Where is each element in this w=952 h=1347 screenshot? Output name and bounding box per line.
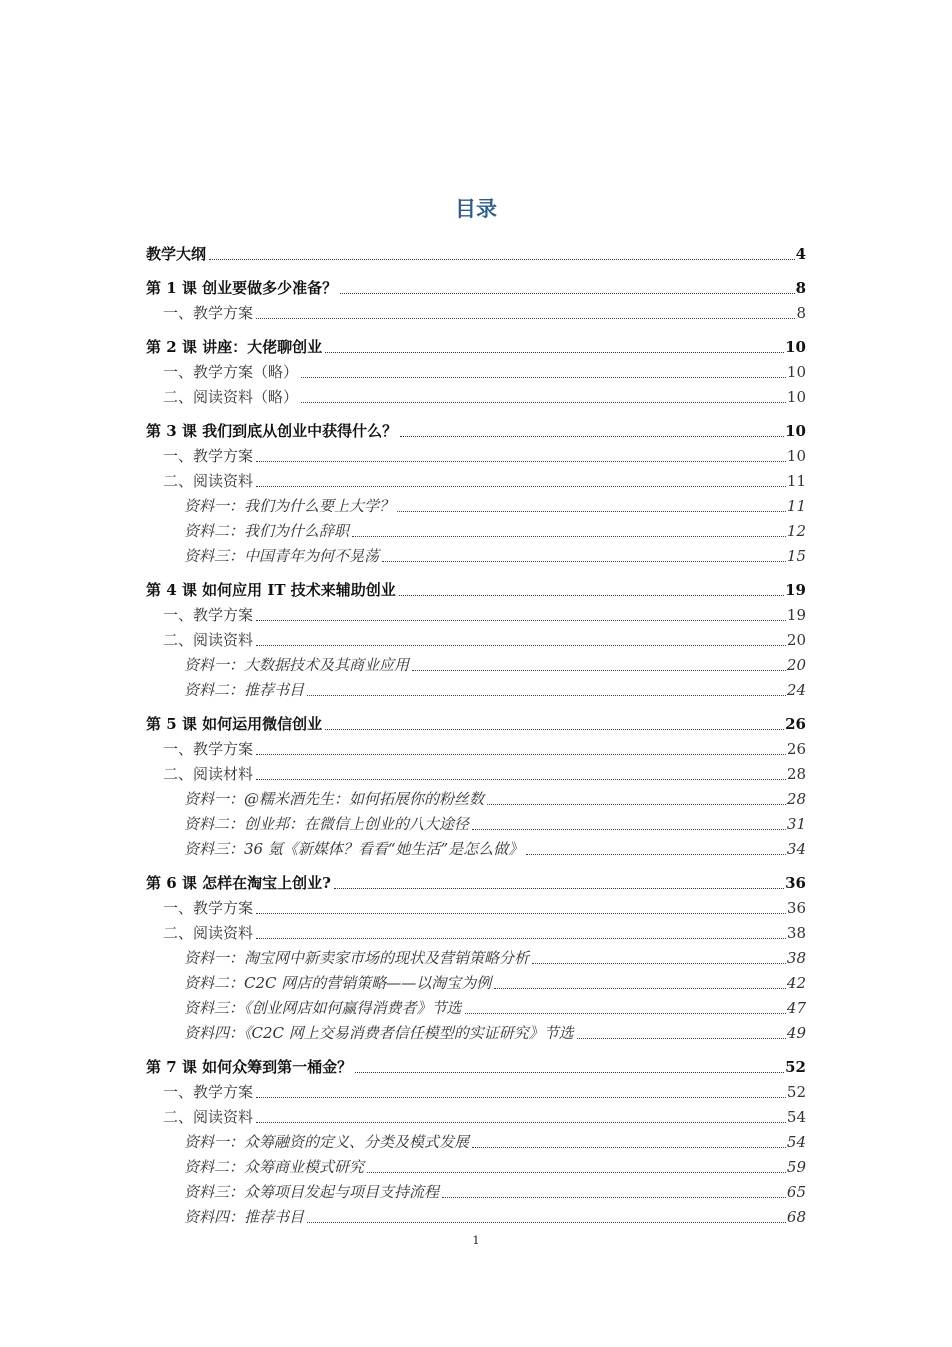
toc-entry-level-2[interactable] bbox=[146, 469, 806, 494]
dot-leader bbox=[472, 828, 786, 830]
toc-entry-label: 资料二：众筹商业模式研究 bbox=[184, 1158, 365, 1176]
toc-entry-level-3[interactable] bbox=[146, 1021, 806, 1046]
dot-leader bbox=[256, 912, 786, 914]
dot-leader bbox=[340, 292, 794, 294]
toc-entry-page: 11 bbox=[786, 497, 806, 515]
toc-entry-page: 54 bbox=[786, 1108, 806, 1126]
toc-entry-level-2[interactable] bbox=[146, 762, 806, 787]
toc-entry-page: 34 bbox=[786, 840, 806, 858]
toc-entry-label: 二、阅读资料（略） bbox=[163, 388, 299, 406]
toc-entry-page: 38 bbox=[786, 949, 806, 967]
toc-entry-label: 资料三：《创业网店如何赢得消费者》节选 bbox=[184, 999, 462, 1017]
toc-list bbox=[146, 242, 806, 1230]
toc-entry-label: 资料二：创业邦：在微信上创业的八大途径 bbox=[184, 815, 470, 833]
dot-leader bbox=[442, 1196, 786, 1198]
dot-leader bbox=[382, 560, 786, 562]
dot-leader bbox=[367, 1171, 786, 1173]
toc-entry-level-2[interactable] bbox=[146, 896, 806, 921]
dot-leader bbox=[352, 535, 786, 537]
toc-entry-label: 一、教学方案 bbox=[163, 740, 254, 758]
dot-leader bbox=[577, 1037, 786, 1039]
dot-leader bbox=[307, 694, 786, 696]
toc-entry-level-3[interactable] bbox=[146, 971, 806, 996]
dot-leader bbox=[256, 1096, 786, 1098]
toc-entry-label: 第 3 课 我们到底从创业中获得什么？ bbox=[146, 422, 398, 440]
dot-leader bbox=[256, 619, 786, 621]
toc-entry-label: 资料三：众筹项目发起与项目支持流程 bbox=[184, 1183, 440, 1201]
dot-leader bbox=[307, 1221, 786, 1223]
toc-entry-level-1[interactable] bbox=[146, 712, 806, 737]
dot-leader bbox=[256, 644, 786, 646]
dot-leader bbox=[256, 460, 786, 462]
toc-entry-page: 24 bbox=[786, 681, 806, 699]
toc-entry-label: 一、教学方案 bbox=[163, 606, 254, 624]
toc-entry-level-3[interactable] bbox=[146, 678, 806, 703]
toc-entry-page: 28 bbox=[786, 790, 806, 808]
dot-leader bbox=[325, 351, 784, 353]
toc-entry-page: 31 bbox=[786, 815, 806, 833]
toc-entry-page: 10 bbox=[786, 363, 806, 381]
dot-leader bbox=[325, 728, 784, 730]
toc-entry-page: 10 bbox=[785, 422, 806, 440]
toc-entry-level-1[interactable] bbox=[146, 335, 806, 360]
toc-entry-level-3[interactable] bbox=[146, 787, 806, 812]
toc-entry-level-3[interactable] bbox=[146, 1180, 806, 1205]
toc-entry-page: 52 bbox=[786, 1083, 806, 1101]
toc-entry-label: 一、教学方案 bbox=[163, 304, 254, 322]
toc-entry-level-2[interactable] bbox=[146, 301, 806, 326]
toc-entry-label: 资料一：众筹融资的定义、分类及模式发展 bbox=[184, 1133, 470, 1151]
toc-entry-level-3[interactable] bbox=[146, 1205, 806, 1230]
toc-entry-level-3[interactable] bbox=[146, 1130, 806, 1155]
dot-leader bbox=[400, 435, 784, 437]
toc-entry-page: 49 bbox=[786, 1024, 806, 1042]
toc-entry-label: 第 7 课 如何众筹到第一桶金？ bbox=[146, 1058, 353, 1076]
toc-entry-page: 4 bbox=[795, 245, 806, 263]
toc-entry-level-2[interactable] bbox=[146, 385, 806, 410]
toc-entry-page: 42 bbox=[786, 974, 806, 992]
toc-entry-label: 一、教学方案（略） bbox=[163, 363, 299, 381]
toc-entry-page: 47 bbox=[786, 999, 806, 1017]
toc-entry-level-2[interactable] bbox=[146, 603, 806, 628]
toc-entry-page: 20 bbox=[786, 656, 806, 674]
toc-entry-level-2[interactable] bbox=[146, 444, 806, 469]
toc-entry-label: 教学大纲 bbox=[146, 245, 207, 263]
dot-leader bbox=[256, 937, 786, 939]
dot-leader bbox=[412, 669, 786, 671]
toc-entry-level-3[interactable] bbox=[146, 1155, 806, 1180]
toc-entry-label: 二、阅读资料 bbox=[163, 631, 254, 649]
toc-entry-page: 54 bbox=[786, 1133, 806, 1151]
toc-entry-level-2[interactable] bbox=[146, 628, 806, 653]
toc-entry-page: 52 bbox=[785, 1058, 806, 1076]
toc-entry-page: 38 bbox=[786, 924, 806, 942]
toc-entry-page: 10 bbox=[785, 338, 806, 356]
toc-entry-page: 28 bbox=[786, 765, 806, 783]
toc-entry-page: 59 bbox=[786, 1158, 806, 1176]
toc-title: 目录 bbox=[455, 197, 497, 221]
toc-entry-label: 二、阅读资料 bbox=[163, 1108, 254, 1126]
toc-entry-label: 资料三：中国青年为何不晃荡 bbox=[184, 547, 380, 565]
toc-entry-label: 第 5 课 如何运用微信创业 bbox=[146, 715, 323, 733]
toc-entry-label: 第 1 课 创业要做多少准备？ bbox=[146, 279, 338, 297]
toc-entry-page: 36 bbox=[786, 899, 806, 917]
toc-entry-page: 36 bbox=[785, 874, 806, 892]
toc-entry-page: 26 bbox=[785, 715, 806, 733]
toc-entry-label: 资料二：C2C 网店的营销策略——以淘宝为例 bbox=[184, 974, 492, 992]
dot-leader bbox=[256, 753, 786, 755]
dot-leader bbox=[472, 1146, 786, 1148]
toc-entry-label: 资料一：@糯米酒先生：如何拓展你的粉丝数 bbox=[184, 790, 485, 808]
toc-entry-label: 二、阅读资料 bbox=[163, 472, 254, 490]
toc-entry-level-2[interactable] bbox=[146, 1105, 806, 1130]
toc-entry-level-2[interactable] bbox=[146, 1080, 806, 1105]
toc-entry-label: 资料二：推荐书目 bbox=[184, 681, 305, 699]
toc-entry-page: 12 bbox=[786, 522, 806, 540]
toc-entry-level-3[interactable] bbox=[146, 653, 806, 678]
toc-entry-page: 10 bbox=[786, 447, 806, 465]
toc-entry-label: 一、教学方案 bbox=[163, 447, 254, 465]
toc-entry-page: 26 bbox=[786, 740, 806, 758]
toc-entry-level-2[interactable] bbox=[146, 737, 806, 762]
toc-entry-level-3[interactable] bbox=[146, 837, 806, 862]
dot-leader bbox=[487, 803, 786, 805]
dot-leader bbox=[256, 1121, 786, 1123]
toc-entry-level-3[interactable] bbox=[146, 946, 806, 971]
toc-entry-label: 资料三：36 氪《新媒体？看看“她生活”是怎么做》 bbox=[184, 840, 524, 858]
toc-entry-level-3[interactable] bbox=[146, 544, 806, 569]
dot-leader bbox=[334, 887, 784, 889]
dot-leader bbox=[256, 778, 786, 780]
toc-entry-label: 一、教学方案 bbox=[163, 899, 254, 917]
dot-leader bbox=[256, 317, 795, 319]
toc-entry-page: 20 bbox=[786, 631, 806, 649]
dot-leader bbox=[256, 485, 786, 487]
toc-entry-page: 11 bbox=[786, 472, 806, 490]
toc-entry-level-1[interactable] bbox=[146, 578, 806, 603]
toc-entry-page: 15 bbox=[786, 547, 806, 565]
toc-entry-level-2[interactable] bbox=[146, 921, 806, 946]
toc-entry-page: 19 bbox=[785, 581, 806, 599]
toc-entry-level-1[interactable] bbox=[146, 1055, 806, 1080]
toc-entry-label: 资料一：淘宝网中新卖家市场的现状及营销策略分析 bbox=[184, 949, 530, 967]
toc-entry-label: 资料四：推荐书目 bbox=[184, 1208, 305, 1226]
toc-entry-level-1[interactable] bbox=[146, 242, 806, 267]
toc-entry-page: 68 bbox=[786, 1208, 806, 1226]
dot-leader bbox=[526, 853, 786, 855]
dot-leader bbox=[209, 258, 795, 260]
toc-entry-page: 65 bbox=[786, 1183, 806, 1201]
dot-leader bbox=[399, 594, 784, 596]
toc-entry-level-1[interactable] bbox=[146, 871, 806, 896]
toc-entry-label: 二、阅读材料 bbox=[163, 765, 254, 783]
toc-entry-page: 19 bbox=[786, 606, 806, 624]
page-number: 1 bbox=[472, 1234, 480, 1247]
toc-entry-level-3[interactable] bbox=[146, 519, 806, 544]
toc-entry-label: 第 2 课 讲座：大佬聊创业 bbox=[146, 338, 323, 356]
toc-entry-level-2[interactable] bbox=[146, 360, 806, 385]
toc-entry-page: 8 bbox=[796, 304, 806, 322]
toc-entry-level-3[interactable] bbox=[146, 494, 806, 519]
toc-entry-level-1[interactable] bbox=[146, 419, 806, 444]
toc-entry-level-3[interactable] bbox=[146, 812, 806, 837]
dot-leader bbox=[355, 1071, 784, 1073]
toc-entry-label: 一、教学方案 bbox=[163, 1083, 254, 1101]
toc-entry-label: 资料二：我们为什么辞职 bbox=[184, 522, 350, 540]
dot-leader bbox=[397, 510, 786, 512]
toc-entry-label: 资料一：我们为什么要上大学？ bbox=[184, 497, 395, 515]
dot-leader bbox=[465, 1012, 786, 1014]
toc-entry-label: 资料四：《C2C 网上交易消费者信任模型的实证研究》节选 bbox=[184, 1024, 574, 1042]
dot-leader bbox=[494, 987, 786, 989]
dot-leader bbox=[532, 962, 786, 964]
dot-leader bbox=[301, 401, 786, 403]
toc-entry-page: 10 bbox=[786, 388, 806, 406]
toc-entry-level-1[interactable] bbox=[146, 276, 806, 301]
toc-entry-label: 第 4 课 如何应用 IT 技术来辅助创业 bbox=[146, 581, 396, 599]
toc-entry-label: 二、阅读资料 bbox=[163, 924, 254, 942]
toc-entry-level-3[interactable] bbox=[146, 996, 806, 1021]
dot-leader bbox=[301, 376, 786, 378]
toc-entry-page: 8 bbox=[795, 279, 806, 297]
toc-entry-label: 资料一：大数据技术及其商业应用 bbox=[184, 656, 410, 674]
toc-entry-label: 第 6 课 怎样在淘宝上创业? bbox=[146, 874, 331, 892]
